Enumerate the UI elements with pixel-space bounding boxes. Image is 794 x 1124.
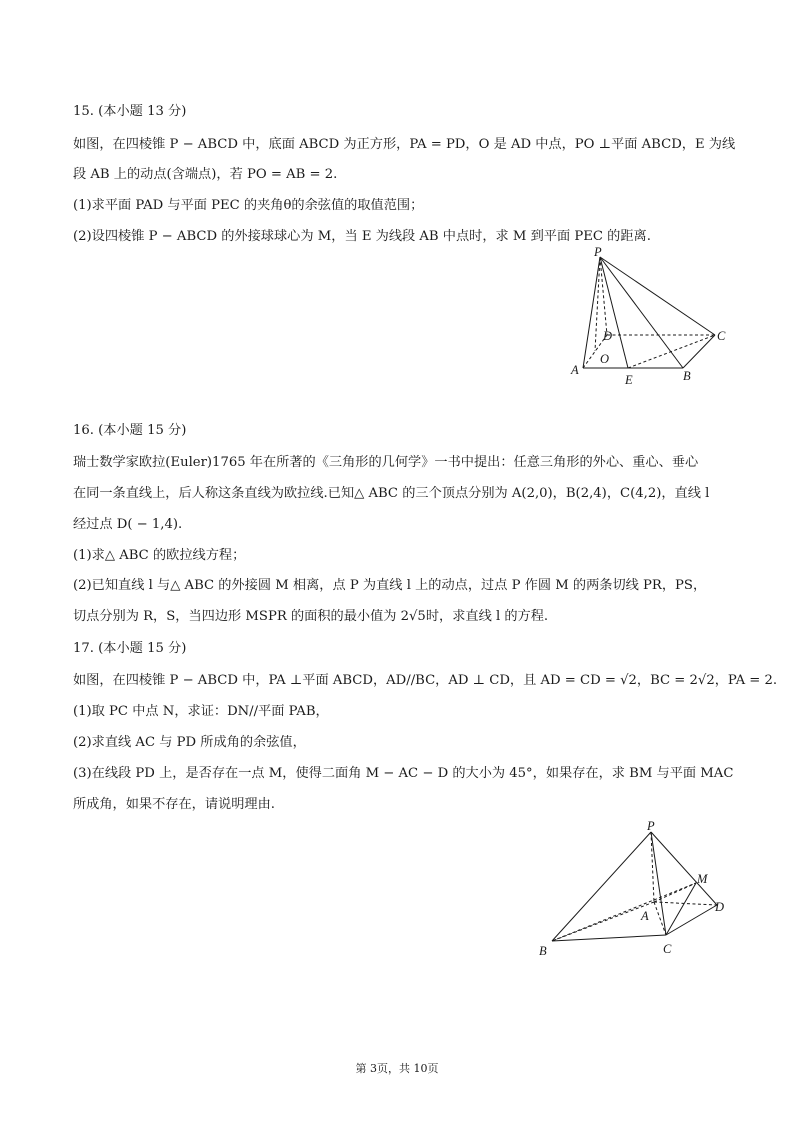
label-B: B	[539, 944, 547, 958]
pyramid-figure-15	[560, 245, 735, 390]
problem-15-part-2: (2)设四棱锥 P − ABCD 的外接球球心为 M，当 E 为线段 AB 中点时，求 M 到平面 PEC 的距离.	[73, 229, 651, 244]
label-D: D	[603, 329, 613, 343]
problem-17-part-1: (1)取 PC 中点 N，求证：DN//平面 PAB，	[73, 704, 329, 719]
problem-17-line: 如图，在四棱锥 P − ABCD 中，PA ⊥平面 ABCD，AD//BC，AD ⊥ CD，且 AD = CD = √2，BC = 2√2，PA = 2.	[73, 673, 778, 688]
label-B: B	[683, 369, 691, 383]
label-O: O	[600, 352, 610, 366]
problem-17-line: 所成角，如果不存在，请说明理由.	[73, 797, 276, 812]
label-P: P	[647, 819, 655, 833]
problem-16-part-1: (1)求△ ABC 的欧拉线方程；	[73, 548, 246, 563]
label-M: M	[697, 872, 708, 886]
problem-16-part-2: (2)已知直线 l 与△ ABC 的外接圆 M 相离，点 P 为直线 l 上的动点，过点 P 作圆 M 的两条切线 PR，PS，	[73, 578, 707, 593]
problem-16-line: 瑞士数学家欧拉(Euler)1765 年在所著的《三角形的几何学》一书中提出：任意三角形的外心、重心、垂心	[73, 455, 699, 470]
label-E: E	[625, 373, 633, 387]
pyramid-figure-17	[530, 815, 740, 960]
label-A: A	[571, 363, 579, 377]
problem-17-part-3: (3)在线段 PD 上，是否存在一点 M，使得二面角 M − AC − D 的大小为 45°，如果存在，求 BM 与平面 MAC	[73, 766, 734, 781]
label-C: C	[663, 942, 672, 956]
problem-15-part-1: (1)求平面 PAD 与平面 PEC 的夹角θ的余弦值的取值范围；	[73, 198, 424, 213]
problem-15-heading: 15. (本小题 13 分)	[73, 104, 187, 119]
page-footer: 第 3页，共 10页	[355, 1062, 439, 1075]
label-C: C	[717, 329, 726, 343]
problem-17-heading: 17. (本小题 15 分)	[73, 641, 187, 656]
problem-15-line: 段 AB 上的动点(含端点)，若 PO = AB = 2.	[73, 167, 338, 182]
problem-17-part-2: (2)求直线 AC 与 PD 所成角的余弦值，	[73, 735, 306, 750]
label-D: D	[715, 900, 725, 914]
problem-16-line: 切点分别为 R，S，当四边形 MSPR 的面积的最小值为 2√5时，求直线 l 的方程.	[73, 609, 549, 624]
problem-15-line: 如图，在四棱锥 P − ABCD 中，底面 ABCD 为正方形，PA = PD，O 是 AD 中点，PO ⊥平面 ABCD，E 为线	[73, 137, 736, 152]
label-P: P	[594, 245, 602, 259]
problem-16-line: 经过点 D( − 1,4).	[73, 517, 183, 532]
label-A: A	[641, 909, 649, 923]
problem-16-line: 在同一条直线上，后人称这条直线为欧拉线.已知△ ABC 的三个顶点分别为 A(2,0)，B(2,4)，C(4,2)，直线 l	[73, 486, 710, 501]
problem-16-heading: 16. (本小题 15 分)	[73, 423, 187, 438]
